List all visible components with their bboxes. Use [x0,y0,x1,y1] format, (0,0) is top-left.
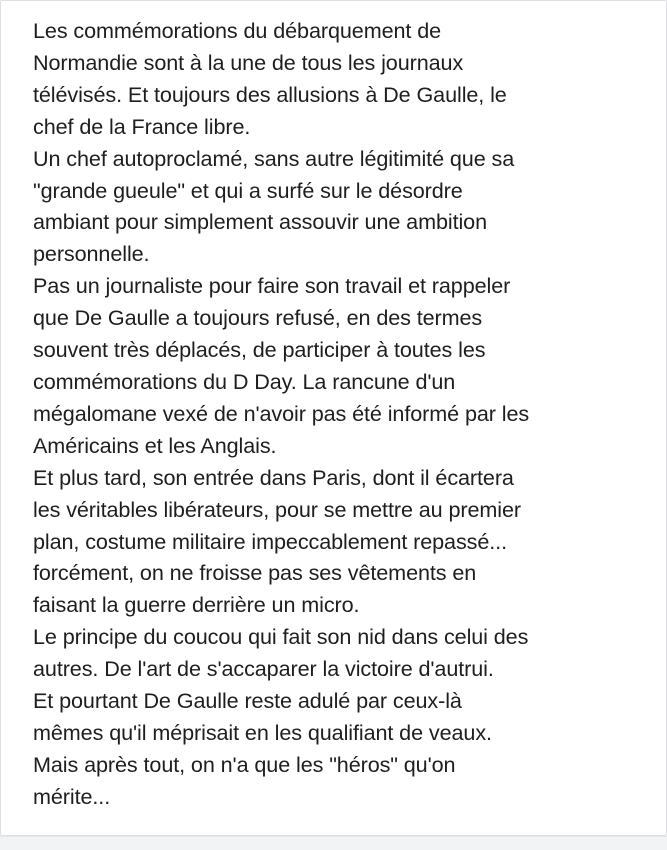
post-footer-divider [0,836,667,850]
post-paragraph-1: Les commémorations du débarquement de Normandie sont à la une de tous les journaux télévisés. Et toujours des allusions à De Gaulle, le chef de la France libre. [33,18,507,139]
post-paragraph-5: Le principe du coucou qui fait son nid dans celui des autres. De l'art de s'accaparer la victoire d'autrui. [33,624,529,682]
post-paragraph-6: Et pourtant De Gaulle reste adulé par ceux-là mêmes qu'il méprisait en les qualifiant de veaux. [33,688,492,745]
post-paragraph-4: Et plus tard, son entrée dans Paris, dont il écartera les véritables libérateurs, pour se mettre au premier plan, costume militaire impeccablement repassé... forcément, on ne froisse pas ses vêtements en faisant la guerre derrière un micro. [33,464,521,618]
post-paragraph-3: Pas un journaliste pour faire son travail et rappeler que De Gaulle a toujours refusé, en des termes souvent très déplacés, de participer à toutes les commémorations du D Day. La rancune d'un mégalomane vexé de n'avoir pas été informé par les Américains et les Anglais. [33,273,530,458]
post-body [33,15,661,813]
post-paragraph-7: Mais après tout, on n'a que les "héros" qu'on mérite... [33,751,456,809]
post-paragraph-2: Un chef autoproclamé, sans autre légitimité que sa "grande gueule" et qui a surfé sur le désordre ambiant pour simplement assouvir une ambition personnelle. [33,145,515,267]
